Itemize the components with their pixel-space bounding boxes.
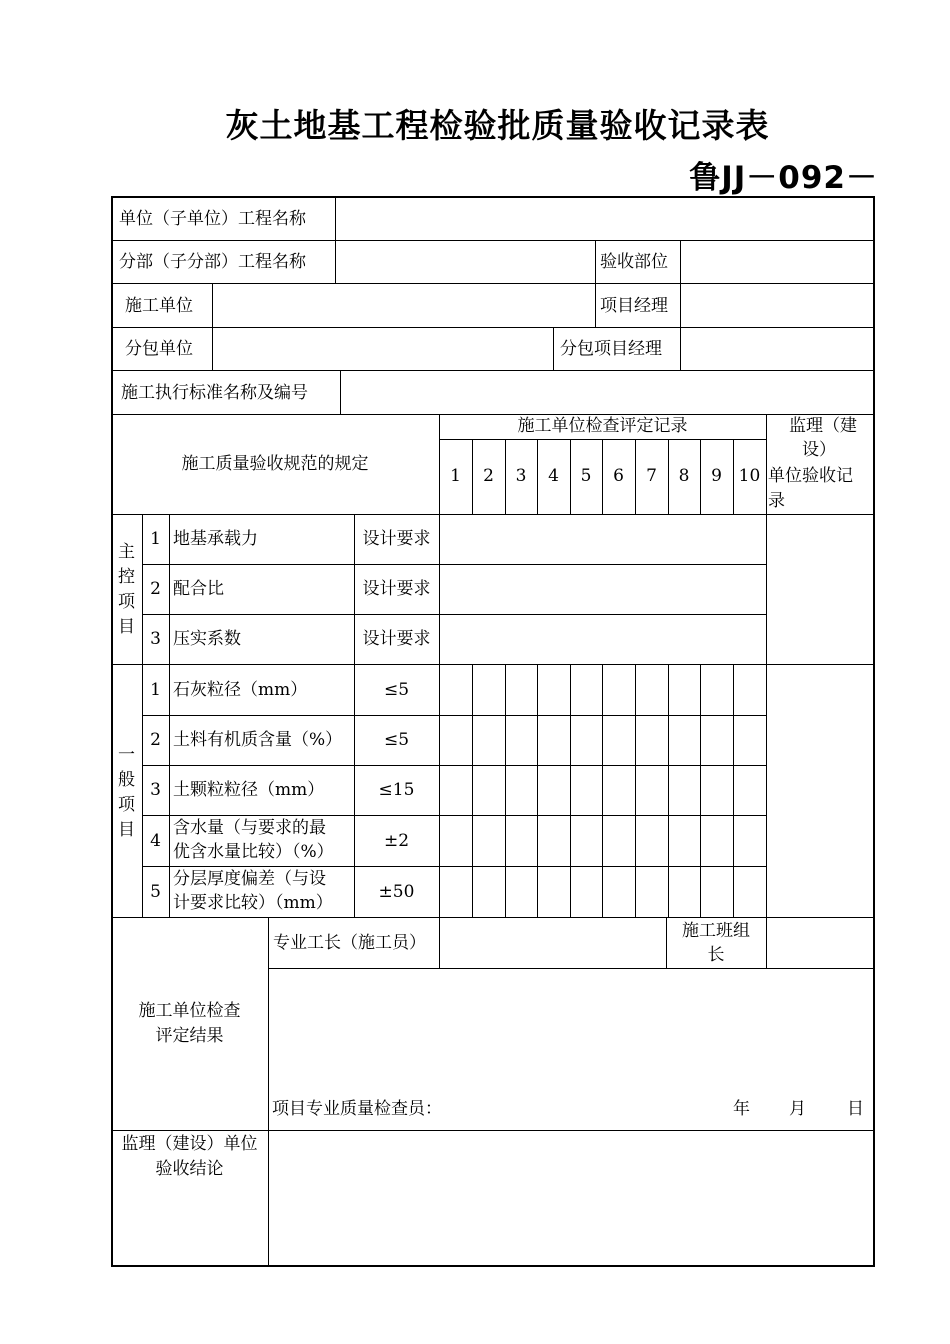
- row-divider: [142, 715, 766, 716]
- column-divider: [268, 917, 269, 1267]
- spec-requirements-label: 施工质量验收规范的规定: [181, 454, 369, 474]
- item-requirement: ±2: [383, 831, 410, 851]
- column-divider: [595, 283, 596, 327]
- row-divider: [111, 240, 875, 241]
- item-requirement: ≤15: [378, 780, 415, 800]
- column-divider: [766, 414, 767, 969]
- item-number: 3: [150, 780, 161, 800]
- row-divider: [111, 917, 875, 918]
- column-divider: [602, 664, 603, 917]
- item-name: 土颗粒粒径（mm）: [173, 780, 325, 800]
- column-divider: [472, 664, 473, 917]
- column-divider: [505, 664, 506, 917]
- item-name: 土料有机质含量（%）: [173, 730, 343, 750]
- item-name: 压实系数: [173, 629, 241, 649]
- item-name: 优含水量比较）（%）: [173, 842, 334, 862]
- subcontract-unit-label: 分包单位: [125, 339, 193, 359]
- general-group-label: 项: [118, 795, 135, 815]
- supervision-conclusion-label: 验收结论: [155, 1159, 224, 1179]
- check-column-number: 10: [738, 466, 761, 486]
- result-label: 施工单位检查: [138, 1001, 241, 1021]
- result-label: 评定结果: [155, 1026, 224, 1046]
- check-column-number: 3: [515, 466, 527, 486]
- check-column-number: 2: [483, 466, 494, 486]
- check-column-number: 6: [613, 466, 624, 486]
- item-number: 4: [150, 831, 161, 851]
- item-name: 配合比: [173, 579, 224, 599]
- row-divider: [142, 614, 766, 615]
- row-divider: [111, 664, 875, 665]
- document-title: 灰土地基工程检验批质量验收记录表: [225, 106, 770, 145]
- column-divider: [354, 514, 355, 917]
- main-control-group-label: 控: [118, 567, 135, 587]
- check-column-number: 9: [711, 466, 722, 486]
- date-day-label: 日: [847, 1099, 864, 1119]
- supervision-conclusion-label: 监理（建设）单位: [121, 1134, 258, 1154]
- column-divider: [212, 283, 213, 370]
- column-divider: [553, 327, 554, 370]
- sub-project-name-label: 分部（子分部）工程名称: [119, 252, 306, 272]
- item-requirement: ≤5: [383, 730, 410, 750]
- column-divider: [570, 664, 571, 917]
- check-column-number: 4: [548, 466, 559, 486]
- date-year-label: 年: [733, 1099, 750, 1119]
- item-name: 计要求比较）（mm）: [173, 893, 333, 913]
- item-name: 石灰粒径（mm）: [173, 680, 308, 700]
- unit-project-name-label: 单位（子单位）工程名称: [119, 209, 306, 229]
- form-code: 鲁JJ－092－: [689, 160, 878, 196]
- column-divider: [700, 664, 701, 917]
- item-number: 1: [150, 529, 161, 549]
- check-column-number: 1: [450, 466, 461, 486]
- row-divider: [268, 968, 875, 969]
- item-number: 5: [150, 882, 161, 902]
- subcontract-manager-label: 分包项目经理: [560, 339, 662, 359]
- row-divider: [111, 370, 875, 371]
- item-number: 3: [150, 629, 161, 649]
- row-divider: [111, 1130, 875, 1131]
- item-requirement: ≤5: [383, 680, 410, 700]
- execution-standard-label: 施工执行标准名称及编号: [121, 383, 308, 403]
- item-number: 2: [150, 579, 161, 599]
- team-leader-label: 长: [707, 945, 725, 965]
- check-column-number: 7: [646, 466, 657, 486]
- item-requirement: 设计要求: [362, 629, 431, 649]
- column-divider: [169, 514, 170, 917]
- main-control-group-label: 主: [118, 542, 135, 562]
- item-name: 含水量（与要求的最: [173, 818, 326, 838]
- column-divider: [537, 664, 538, 917]
- construction-unit-label: 施工单位: [125, 296, 193, 316]
- main-control-group-label: 项: [118, 592, 135, 612]
- general-group-label: 一: [118, 745, 135, 765]
- column-divider: [142, 514, 143, 917]
- project-manager-label: 项目经理: [600, 296, 668, 316]
- item-name: 地基承载力: [173, 529, 258, 549]
- row-divider: [142, 765, 766, 766]
- column-divider: [340, 370, 341, 414]
- acceptance-part-label: 验收部位: [600, 252, 668, 272]
- item-number: 1: [150, 680, 161, 700]
- general-group-label: 目: [118, 820, 135, 840]
- date-month-label: 月: [789, 1099, 806, 1119]
- main-control-group-label: 目: [118, 617, 135, 637]
- item-requirement: 设计要求: [362, 529, 431, 549]
- check-column-number: 8: [678, 466, 690, 486]
- column-divider: [335, 196, 336, 284]
- general-group-label: 般: [118, 770, 135, 790]
- check-column-number: 5: [580, 466, 592, 486]
- team-leader-label: 施工班组: [682, 921, 750, 941]
- supervision-record-label: 监理（建: [789, 416, 857, 436]
- item-requirement: 设计要求: [362, 579, 431, 599]
- supervision-record-label: 单位验收记: [768, 466, 853, 486]
- row-divider: [111, 283, 875, 284]
- row-divider: [111, 514, 875, 515]
- column-divider: [635, 664, 636, 917]
- item-requirement: ±50: [378, 882, 415, 902]
- supervision-record-label: 设）: [802, 440, 836, 460]
- column-divider: [439, 414, 440, 969]
- row-divider: [111, 327, 875, 328]
- row-divider: [142, 564, 766, 565]
- item-name: 分层厚度偏差（与设: [173, 869, 326, 889]
- check-record-label: 施工单位检查评定记录: [517, 416, 688, 436]
- quality-inspector-label: 项目专业质量检查员：: [272, 1099, 442, 1119]
- column-divider: [733, 664, 734, 917]
- item-number: 2: [150, 730, 161, 750]
- supervision-record-label: 录: [768, 491, 785, 511]
- column-divider: [668, 664, 669, 917]
- column-divider: [680, 240, 681, 370]
- foreman-label: 专业工长（施工员）: [273, 933, 426, 953]
